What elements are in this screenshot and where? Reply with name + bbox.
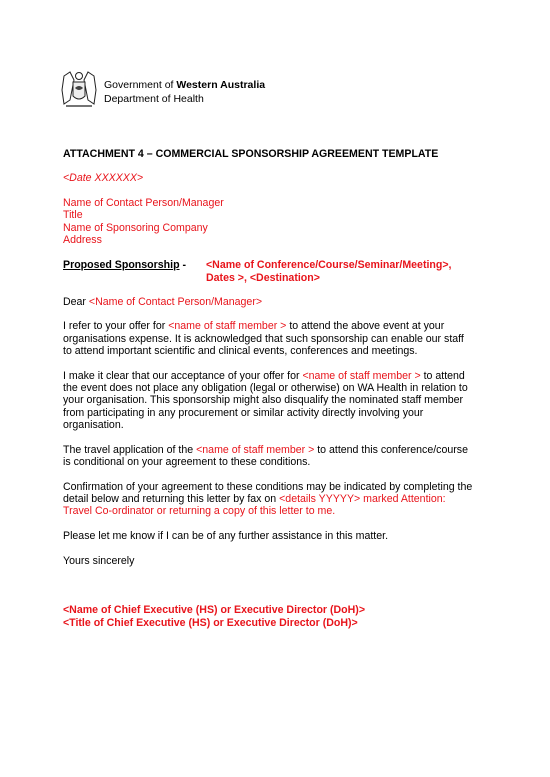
coat-of-arms-icon: [60, 70, 98, 110]
paragraph-line: Confirmation of your agreement to these conditions may be indicated by completing the: [63, 481, 473, 493]
closing: Yours sincerely: [63, 555, 135, 567]
paragraph-line: organisation.: [63, 419, 124, 431]
paragraph-line: from participating in any procurement or similar activity directly involving your: [63, 407, 424, 419]
paragraph-line: Travel Co-ordinator or returning a copy of this letter to me.: [63, 505, 336, 517]
date-placeholder: <Date XXXXXX>: [63, 172, 144, 184]
paragraph-line: organisations expense. It is acknowledged that such sponsorship can enable our staff: [63, 333, 464, 345]
address-line: Title: [63, 209, 83, 221]
document-title: ATTACHMENT 4 – COMMERCIAL SPONSORSHIP AGREEMENT TEMPLATE: [63, 148, 439, 160]
salutation: Dear <Name of Contact Person/Manager>: [63, 296, 263, 308]
paragraph-line: is conditional on your agreement to these conditions.: [63, 456, 311, 468]
address-line: Address: [63, 234, 102, 246]
paragraph-line: your organisation. This sponsorship might also disqualify the nominated staff member: [63, 394, 464, 406]
proposed-dates: Dates >, <Destination>: [206, 272, 320, 284]
paragraph-line: I make it clear that our acceptance of your offer for <name of staff member > to attend: [63, 370, 465, 382]
letterhead-department: Department of Health: [104, 93, 204, 105]
paragraph-line: I refer to your offer for <name of staff member > to attend the above event at your: [63, 320, 445, 332]
letterhead-government: Government of Western Australia: [104, 79, 266, 91]
letterhead: [60, 70, 270, 112]
paragraph-line: detail below and returning this letter by fax on <details YYYYY> marked Attention:: [63, 493, 446, 505]
paragraph-line: Please let me know if I can be of any further assistance in this matter.: [63, 530, 389, 542]
signatory-name: <Name of Chief Executive (HS) or Executive Director (DoH)>: [63, 604, 366, 616]
address-line: Name of Sponsoring Company: [63, 222, 208, 234]
address-line: Name of Contact Person/Manager: [63, 197, 224, 209]
paragraph-line: The travel application of the <name of staff member > to attend this conference/course: [63, 444, 468, 456]
signatory-title: <Title of Chief Executive (HS) or Executive Director (DoH)>: [63, 617, 358, 629]
proposed-event: <Name of Conference/Course/Seminar/Meeting>,: [206, 259, 452, 271]
paragraph-line: the event does not place any obligation (legal or otherwise) on WA Health in relation to: [63, 382, 468, 394]
proposed-sponsorship-label: Proposed Sponsorship -: [63, 259, 187, 271]
paragraph-line: to attend important scientific and clinical events, conferences and meetings.: [63, 345, 418, 357]
